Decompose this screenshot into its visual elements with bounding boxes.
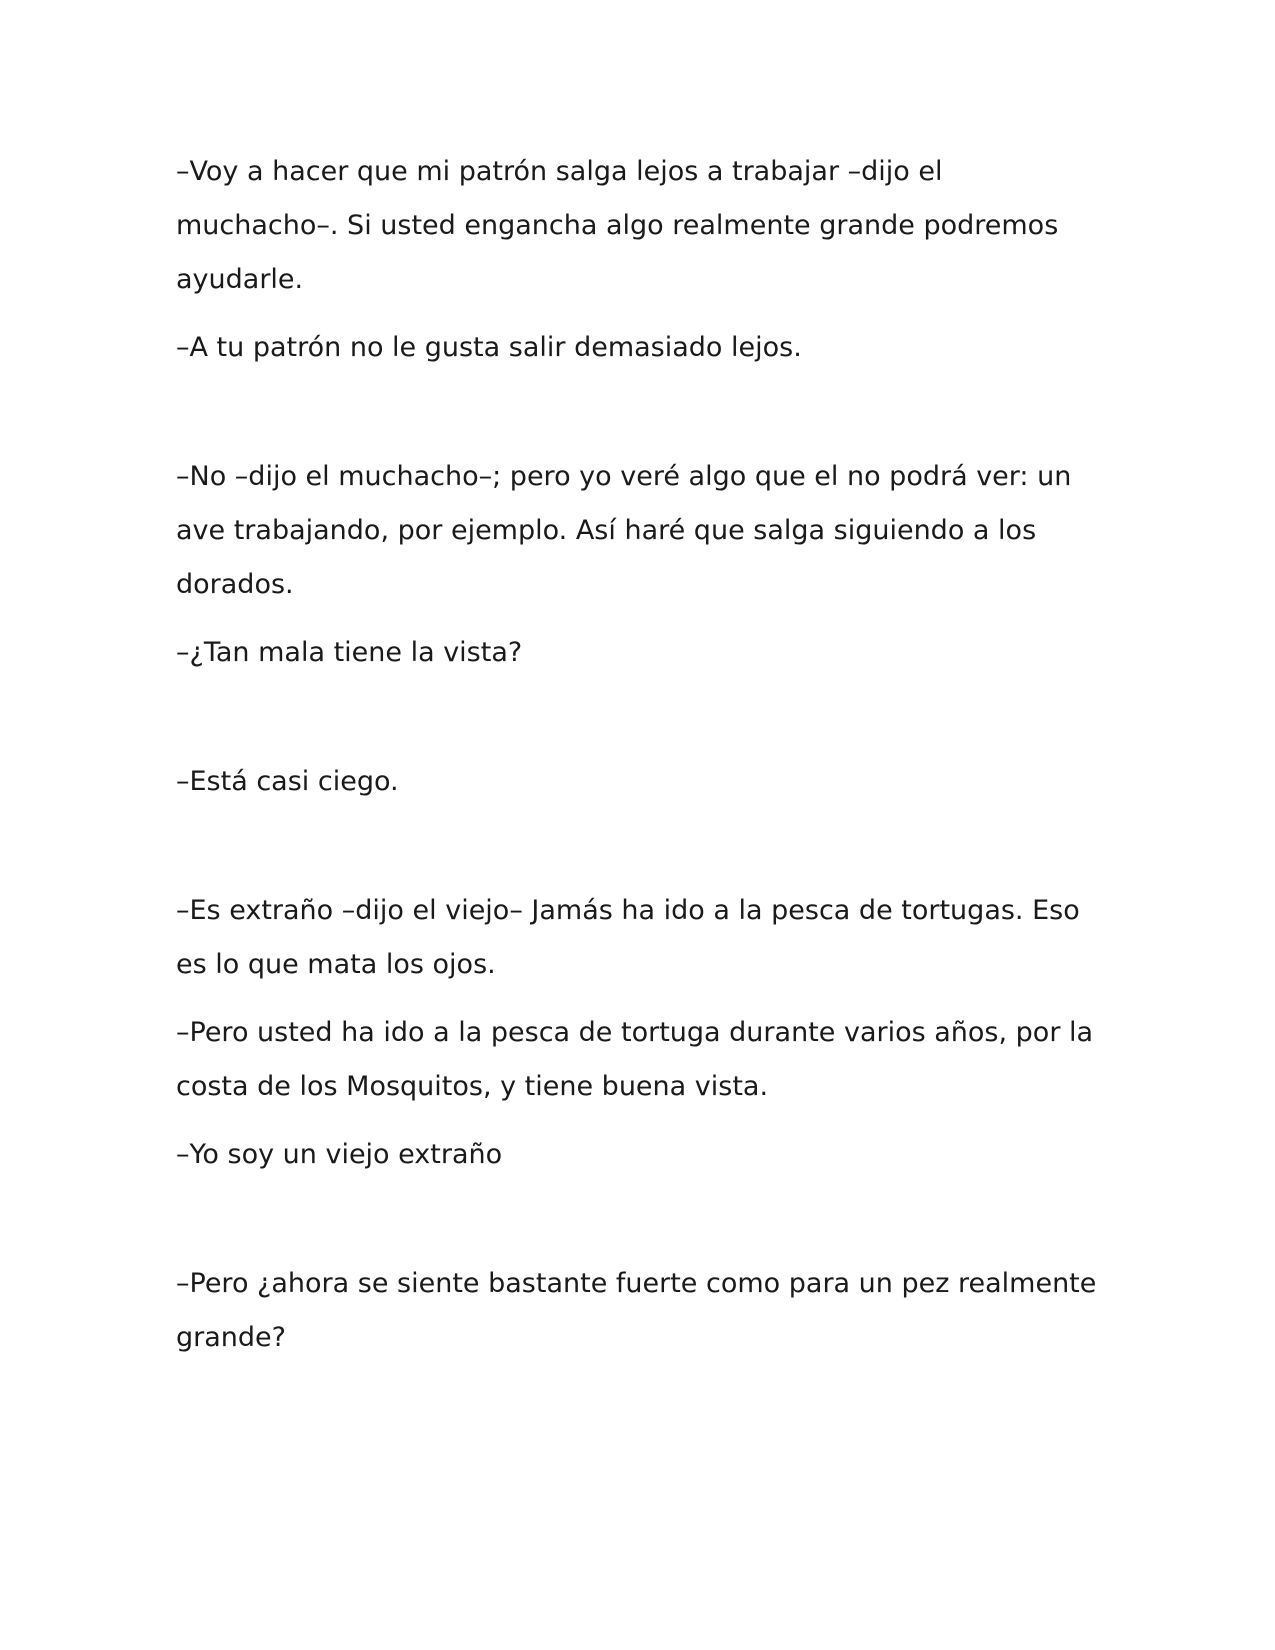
paragraph-3: –No –dijo el muchacho–; pero yo veré algo que el no podrá ver: un ave trabajando, por ejemplo. Así haré que salga siguiendo a los dorados. bbox=[176, 461, 1072, 600]
paragraph-9: –Pero ¿ahora se siente bastante fuerte como para un pez realmente grande? bbox=[176, 1268, 1097, 1353]
paragraph-6: –Es extraño –dijo el viejo– Jamás ha ido a la pesca de tortugas. Eso es lo que mata los ojos. bbox=[176, 895, 1080, 980]
paragraph-2: –A tu patrón no le gusta salir demasiado lejos. bbox=[176, 332, 802, 363]
paragraph-8: –Yo soy un viejo extraño bbox=[176, 1139, 503, 1170]
paragraph-1: –Voy a hacer que mi patrón salga lejos a trabajar –dijo el muchacho–. Si usted engancha algo realmente grande podremos ayudarle. bbox=[176, 156, 1059, 295]
paragraph-5: –Está casi ciego. bbox=[176, 766, 399, 797]
paragraph-7: –Pero usted ha ido a la pesca de tortuga durante varios años, por la costa de los Mosquitos, y tiene buena vista. bbox=[176, 1017, 1094, 1102]
document-body bbox=[176, 145, 1106, 1379]
paragraph-4: –¿Tan mala tiene la vista? bbox=[176, 637, 523, 668]
